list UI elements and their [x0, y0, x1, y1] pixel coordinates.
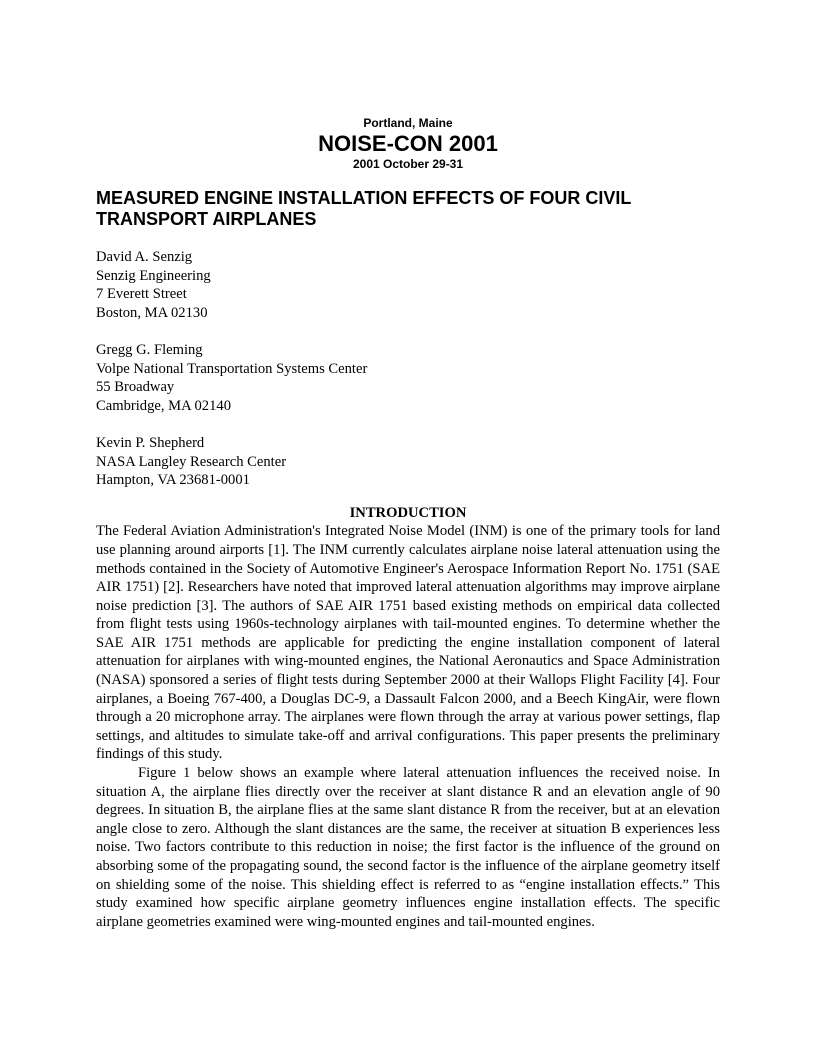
section-heading-introduction: INTRODUCTION — [349, 504, 467, 521]
author-affiliation: Senzig Engineering — [96, 267, 211, 284]
author-block — [96, 434, 720, 490]
introduction-paragraph: The Federal Aviation Administration's Integrated Noise Model (INM) is one of the primary tools for land use planning around airports [1]. The INM currently calculates airplane noise lateral attenuation using the methods contained in the Society of Automotive Engineer's Aerospace Information Report No. 1751 (SAE AIR 1751) [2]. Researchers have noted that improved lateral attenuation algorithms may improve airplane noise prediction [3]. The authors of SAE AIR 1751 based existing methods on empirical data collected from flight tests using 1960s-technology airplanes with tail-mounted engines. To determine whether the SAE AIR 1751 methods are applicable for predicting the engine installation component of lateral attenuation for airplanes with wing-mounted engines, the National Aeronautics and Space Administration (NASA) sponsored a series of flight tests during September 2000 at their Wallops Flight Facility [4]. Four airplanes, a Boeing 767-400, a Douglas DC-9, a Dassault Falcon 2000, and a Beech KingAir, were flown through a 20 microphone array. The airplanes were flown through the array at various power settings, flap settings, and altitudes to simulate take-off and arrival configurations. This paper presents the preliminary findings of this study. — [96, 523, 720, 763]
author-affiliation: Volpe National Transportation Systems Center — [96, 360, 368, 377]
introduction-paragraph: Figure 1 below shows an example where lateral attenuation influences the received noise. In situation A, the airplane flies directly over the receiver at slant distance R and an elevation angle of 90 degrees. In situation B, the airplane flies at the same slant distance R from the receiver, but at an elevation angle close to zero. Although the slant distances are the same, the receiver at situation B experiences less noise. Two factors contribute to this reduction in noise; the first factor is the influence of the ground on absorbing some of the propagating sound, the second factor is the influence of the airplane geometry itself on shielding some of the noise. This shielding effect is referred to as “engine installation effects.” This study examined how specific airplane geometry influences engine installation effects. The specific airplane geometries examined were wing-mounted engines and tail-mounted engines. — [96, 765, 720, 930]
conference-location: Portland, Maine — [363, 116, 453, 130]
paper-title: MEASURED ENGINE INSTALLATION EFFECTS OF FOUR CIVIL TRANSPORT AIRPLANES — [96, 188, 632, 229]
conference-date: 2001 October 29-31 — [352, 157, 464, 171]
author-street: 7 Everett Street — [96, 286, 187, 303]
conference-name: NOISE-CON 2001 — [318, 131, 498, 156]
author-street: 55 Broadway — [96, 379, 175, 396]
author-block — [96, 341, 720, 415]
paper-page — [96, 112, 720, 931]
author-city: Cambridge, MA 02140 — [96, 397, 231, 414]
author-city: Hampton, VA 23681-0001 — [96, 472, 250, 489]
author-affiliation: NASA Langley Research Center — [96, 453, 287, 470]
author-name: Gregg G. Fleming — [96, 341, 203, 358]
author-name: Kevin P. Shepherd — [96, 434, 205, 451]
author-city: Boston, MA 02130 — [96, 304, 208, 321]
author-block — [96, 248, 720, 322]
author-list — [96, 248, 720, 490]
author-name: David A. Senzig — [96, 249, 193, 265]
conference-header — [96, 116, 720, 172]
